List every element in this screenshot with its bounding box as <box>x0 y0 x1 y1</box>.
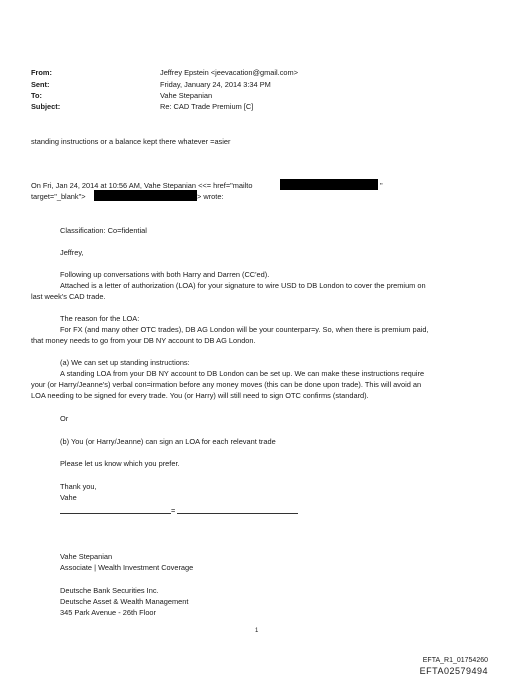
paragraph-line: LOA needing to be signed for every trade. You (or Harry) will still need to sign OTC confirms (standard). <box>31 391 369 400</box>
signature-rule <box>177 513 298 514</box>
quote-header-line1: On Fri, Jan 24, 2014 at 10:56 AM, Vahe Stepanian <<= href="mailto <box>31 181 253 190</box>
paragraph-line: last week's CAD trade. <box>31 292 106 301</box>
from-value: Jeffrey Epstein <jeevacation@gmail.com> <box>160 68 299 77</box>
paragraph-line: For FX (and many other OTC trades), DB AG London will be your counterpar=y. So, when there is premium paid, <box>60 325 429 334</box>
reply-text: standing instructions or a balance kept there whatever =asier <box>31 137 231 146</box>
signature-company: Deutsche Asset & Wealth Management <box>60 597 189 606</box>
to-value: Vahe Stepanian <box>160 91 213 100</box>
signature-name: Vahe Stepanian <box>60 552 113 561</box>
subject-label: Subject: <box>31 102 61 111</box>
signer-short-name: Vahe <box>60 493 77 502</box>
sent-value: Friday, January 24, 2014 3:34 PM <box>160 80 271 89</box>
classification-text: Classification: Co=fidential <box>60 226 147 235</box>
sent-label: Sent: <box>31 80 50 89</box>
reason-heading: The reason for the LOA: <box>60 314 140 323</box>
signature-rule <box>60 513 171 514</box>
paragraph-line: Following up conversations with both Harry and Darren (CC'ed). <box>60 270 270 279</box>
footer-id-primary: EFTA_R1_01754260 <box>422 657 488 664</box>
signature-address: 345 Park Avenue - 26th Floor <box>60 608 157 617</box>
rule-equals: = <box>171 506 176 515</box>
footer-id-secondary: EFTA02579494 <box>419 666 488 676</box>
signature-title: Associate | Wealth Investment Coverage <box>60 563 194 572</box>
signature-company: Deutsche Bank Securities Inc. <box>60 586 159 595</box>
page-number: 1 <box>255 628 259 634</box>
closing-request-text: Please let us know which you prefer. <box>60 459 180 468</box>
option-a-heading: (a) We can set up standing instructions: <box>60 358 190 367</box>
to-label: To: <box>31 91 42 100</box>
or-text: Or <box>60 414 69 423</box>
paragraph-line: your (or Harry/Jeanne's) verbal con=irmation before any money moves (this can be done upon trade). This will avoid an <box>31 380 422 389</box>
paragraph-line: A standing LOA from your DB NY account to DB London can be set up. We can make these instructions require <box>60 369 425 378</box>
thanks-text: Thank you, <box>60 482 97 491</box>
quote-header-line1-end: " <box>380 181 383 190</box>
quote-header-line2-end: > wrote: <box>197 192 224 201</box>
quote-header-line2-start: target="_blank"> <box>31 192 86 201</box>
paragraph-line: Attached is a letter of authorization (LOA) for your signature to wire USD to DB London to cover the premium on <box>60 281 426 290</box>
redaction-box <box>94 190 197 201</box>
subject-value: Re: CAD Trade Premium [C] <box>160 102 254 111</box>
paragraph-line: that money needs to go from your DB NY account to DB AG London. <box>31 336 256 345</box>
greeting-text: Jeffrey, <box>60 248 84 257</box>
option-b-text: (b) You (or Harry/Jeanne) can sign an LOA for each relevant trade <box>60 437 276 446</box>
redaction-box <box>280 179 378 190</box>
from-label: From: <box>31 68 52 77</box>
